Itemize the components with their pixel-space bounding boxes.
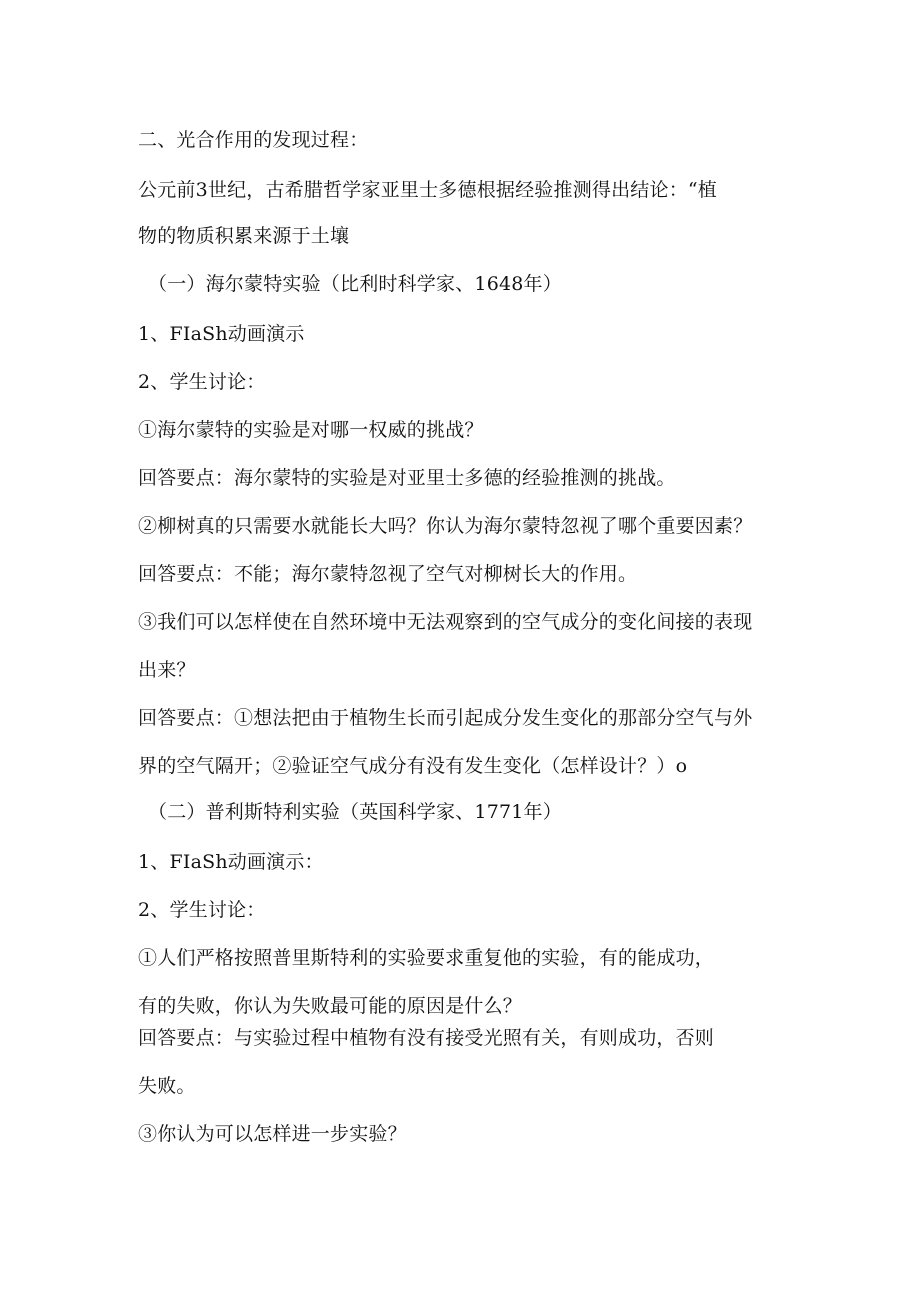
- list-item: 2、学生讨论：: [138, 899, 266, 921]
- answer-line: 回答要点：与实验过程中植物有没有接受光照有关，有则成功，否则: [138, 1027, 715, 1049]
- answer-line: 回答要点：海尔蒙特的实验是对亚里士多德的经验推测的挑战。: [138, 467, 676, 489]
- list-item: 1、FIaSh动画演示: [138, 323, 305, 345]
- question-line: 出来？: [138, 659, 196, 681]
- question-line: ③你认为可以怎样进一步实验？: [138, 1123, 407, 1145]
- answer-line: 失败。: [138, 1075, 196, 1097]
- subsection-heading: （二）普利斯特利实验（英国科学家、1771年）: [148, 801, 562, 823]
- answer-line: 回答要点：①想法把由于植物生长而引起成分发生变化的那部分空气与外: [138, 707, 753, 729]
- subsection-heading: （一）海尔蒙特实验（比利时科学家、1648年）: [148, 273, 562, 295]
- answer-line: 界的空气隔开；②验证空气成分有没有发生变化（怎样设计？）o: [138, 755, 688, 777]
- question-line: ①海尔蒙特的实验是对哪一权威的挑战？: [138, 419, 484, 441]
- question-line: 有的失败，你认为失败最可能的原因是什么？: [138, 995, 523, 1017]
- paragraph-line: 公元前3世纪，古希腊哲学家亚里士多德根据经验推测得出结论：“植: [138, 179, 718, 201]
- list-item: 2、学生讨论：: [138, 371, 266, 393]
- paragraph-line: 物的物质积累来源于土壤: [138, 225, 350, 247]
- section-heading: 二、光合作用的发现过程：: [138, 129, 369, 151]
- answer-line: 回答要点：不能；海尔蒙特忽视了空气对柳树长大的作用。: [138, 563, 638, 585]
- list-item: 1、FIaSh动画演示：: [138, 851, 324, 873]
- question-line: ①人们严格按照普里斯特利的实验要求重复他的实验，有的能成功，: [138, 947, 715, 969]
- question-line: ②柳树真的只需要水就能长大吗？你认为海尔蒙特忽视了哪个重要因素？: [138, 515, 753, 537]
- question-line: ③我们可以怎样使在自然环境中无法观察到的空气成分的变化间接的表现: [138, 611, 753, 633]
